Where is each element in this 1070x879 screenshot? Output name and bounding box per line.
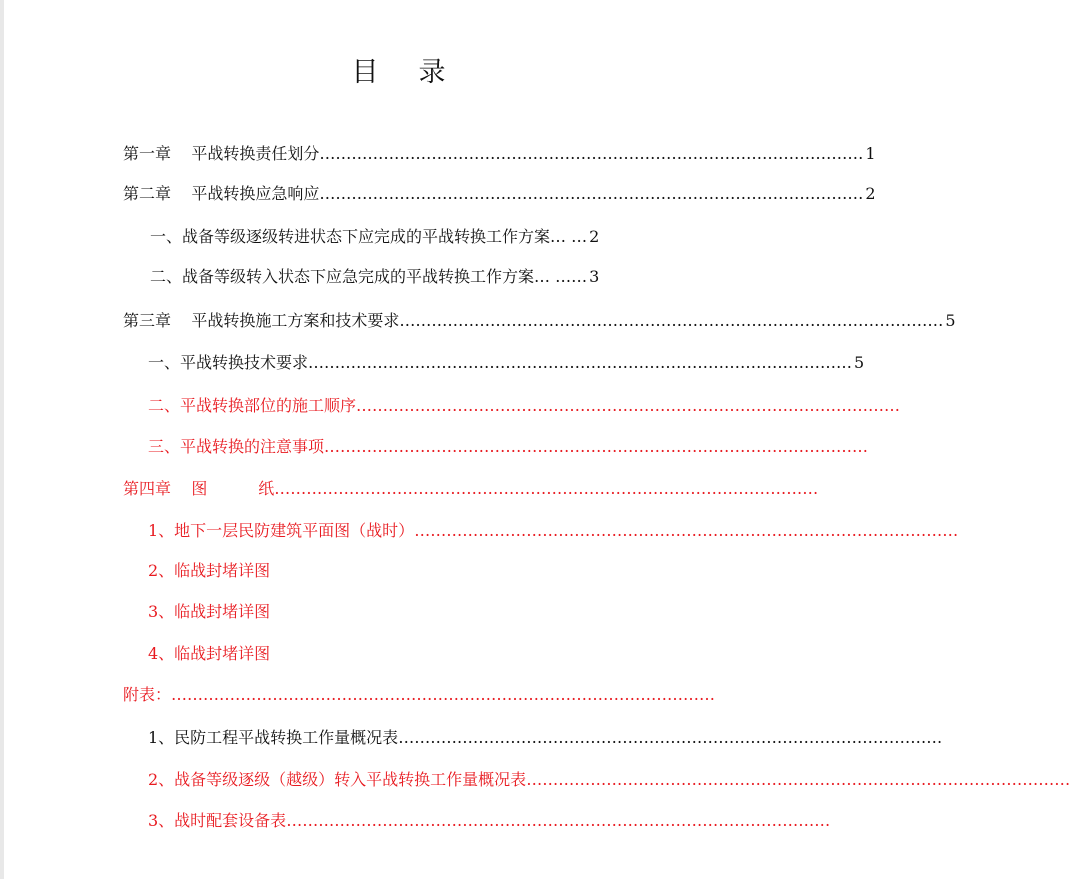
toc-entry-label: 3、战时配套设备表 (148, 811, 287, 830)
toc-entry-chapter-4[interactable] (123, 479, 819, 499)
toc-leader-dots: ………………………………………………………………………………………… (324, 437, 869, 456)
toc-leader-dots: ………………………………………………………………………………………… (319, 144, 864, 163)
toc-leader-dots: ………………………………………………………………………………………… (414, 521, 959, 540)
toc-entry-label: 1、民防工程平战转换工作量概况表 (148, 728, 399, 747)
toc-entry-label: 三、平战转换的注意事项 (148, 437, 325, 456)
toc-leader-dots: ………………………………………………………………………………………… (398, 728, 943, 747)
toc-entry-label: 一、战备等级逐级转进状态下应完成的平战转换工作方案 (150, 227, 551, 246)
toc-entry-chapter-2[interactable] (123, 184, 876, 204)
toc-entry-label: 二、平战转换部位的施工顺序 (148, 396, 357, 415)
toc-entry-label: 4、临战封堵详图 (148, 644, 271, 663)
toc-entry-label: 1、地下一层民防建筑平面图（战时） (148, 521, 415, 540)
toc-entry-label: 第二章 平战转换应急响应 (123, 184, 320, 203)
toc-page-number: 2 (589, 227, 600, 246)
toc-entry-4-2[interactable] (148, 561, 270, 581)
toc-entry-label: 2、战备等级逐级（越级）转入平战转换工作量概况表 (148, 770, 527, 789)
toc-entry-2-2[interactable] (150, 267, 668, 287)
toc-entry-label: 二、战备等级转入状态下应急完成的平战转换工作方案 (150, 267, 535, 286)
toc-entry-3-1[interactable] (148, 353, 865, 373)
toc-leader-dots: ………………………………………………………………………………………… (308, 353, 853, 372)
toc-entry-label: 2、临战封堵详图 (148, 561, 271, 580)
page-edge (0, 0, 4, 879)
toc-entry-label: 第四章 图 纸 (123, 479, 275, 498)
toc-entry-chapter-1[interactable] (123, 144, 876, 164)
toc-entry-appendix[interactable] (123, 685, 716, 705)
toc-page-number: 3 (589, 267, 600, 286)
toc-page-number: 5 (854, 353, 865, 372)
toc-entry-label: 3、临战封堵详图 (148, 602, 271, 621)
toc-page-number: 2 (865, 184, 876, 203)
toc-entry-3-3[interactable] (148, 437, 869, 457)
toc-entry-4-1[interactable] (148, 521, 959, 541)
toc-entry-chapter-3[interactable] (123, 311, 956, 331)
toc-entry-4-4[interactable] (148, 644, 270, 664)
toc-entry-appendix-2[interactable] (148, 770, 1070, 790)
toc-leader-dots: ………………………………………………………………………………………… (399, 311, 944, 330)
toc-leader-tail: … …… (534, 267, 588, 286)
toc-entry-label: 一、平战转换技术要求 (148, 353, 309, 372)
toc-leader-dots: ………………………………………………………………………………………… (274, 479, 819, 498)
toc-leader-dots: ………………………………………………………………………………………… (171, 685, 716, 704)
page-title (0, 50, 797, 89)
toc-entry-label: 第一章 平战转换责任划分 (123, 144, 320, 163)
toc-leader-dots: ………………………………………………………………………………………… (319, 184, 864, 203)
toc-leader-tail: … … (550, 227, 588, 246)
toc-leader-dots: ………………………………………………………………………………………… (286, 811, 831, 830)
title-char-2: 录 (418, 57, 446, 88)
toc-entry-label: 第三章 平战转换施工方案和技术要求 (123, 311, 400, 330)
toc-entry-2-1[interactable] (150, 227, 671, 247)
toc-leader-dots: ………………………………………………………………………………………… (526, 770, 1070, 789)
toc-entry-3-2[interactable] (148, 396, 901, 416)
title-char-1: 目 (351, 57, 379, 88)
toc-entry-appendix-3[interactable] (148, 811, 831, 831)
toc-entry-appendix-1[interactable] (148, 728, 943, 748)
toc-page-number: 1 (865, 144, 876, 163)
toc-page-number: 5 (945, 311, 956, 330)
toc-entry-4-3[interactable] (148, 602, 270, 622)
toc-leader-dots: ………………………………………………………………………………………… (356, 396, 901, 415)
toc-entry-label: 附表： (123, 685, 172, 704)
